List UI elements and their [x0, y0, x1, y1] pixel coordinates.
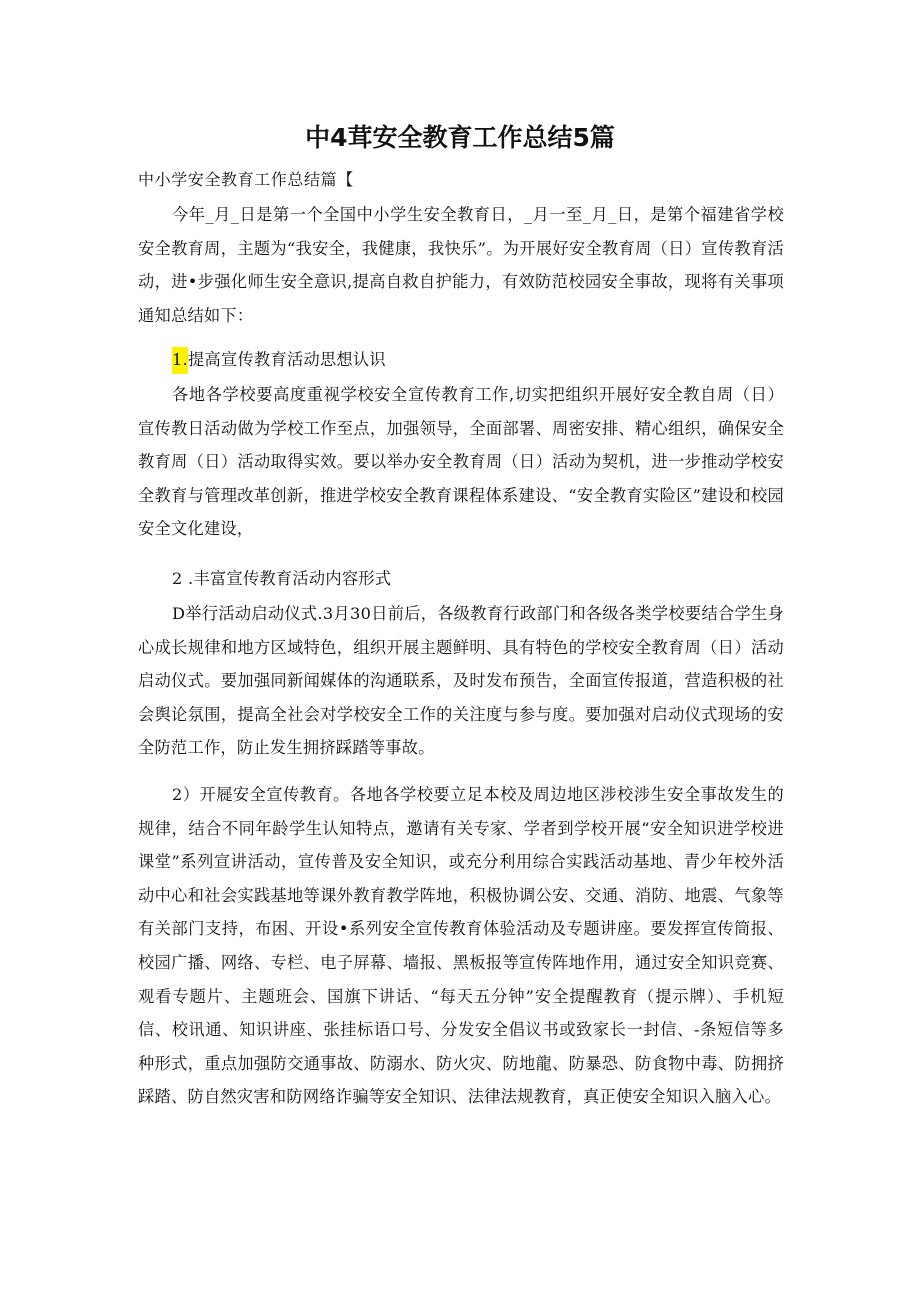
highlighted-number: 1. — [172, 347, 188, 374]
section-heading-1 — [172, 346, 386, 370]
paragraph-section-1: 各地各学校要高度重视学校安全宣传教育工作,切实把组织开展好安全教自周（日）宣传教日活动做为学校工作至点，加强领导，全面部署、周密安排、精心组织，确保安全教育周（日）活动取得实效。要以举办安全教育周（日）活动为契机，进一步推动学校安全教育与管理改革创新，推进学校安全教育课程体系建设、“安全教育实险区”建设和校园安全文化建设， — [138, 385, 784, 539]
paragraph-intro: 今年_月_日是第一个全国中小学生安全教育日，_月一至_月_日，是第个福建省学校安全教育周，主题为“我安全，我健康，我快乐”。为开展好安全教育周（日）宣传教育活动，进•步强化师生安全意识,提高自救自护能力，有效防范校园安全事故，现将有关事项通知总结如下： — [138, 205, 784, 325]
document-subtitle: 中小学安全教育工作总结篇【 — [138, 170, 354, 189]
section-heading-1-text: 提高宣传教育活动思想认识 — [188, 350, 386, 369]
document-title: 中4茸安全教育工作总结5篇 — [305, 123, 615, 152]
paragraph-safety-education: 2）开屣安全宣传教育。各地各学校要立足本校及周边地区涉校涉生安全事故发生的规律，结合不同年龄学生认知特点，邀请有关专家、学者到学校开展“安全知识进学校进课堂”系列宣讲活动，宣传普及安全知识，或充分利用综合实践活动基地、青少年校外活动中心和社会实践基地等课外教育教学阵地，积极协调公安、交通、消防、地震、气象等有关部门支持，布困、开设•系列安全宣传教育体验活动及专题讲座。要发挥宣传筒报、校园广播、网络、专栏、电子屏幕、墙报、黑板报等宣传阵地作用，通过安全知识竞赛、观看专题片、主题班会、国旗下讲话、“每天五分钟”安全提醒教育（提示牌）、手机短信、校讯通、知识讲座、张挂标语口号、分发安全倡议书或致家长一封信、-条短信等多种形式，重点加强防交通事故、防溺水、防火灾、防地龍、防暴恐、防食物中毒、防拥挤踩踏、防自然灾害和防网络诈骗等安全知识、法律法规教育，真正使安全知识入脑入心。 — [138, 785, 784, 1107]
section-heading-2: 2 .丰富宣传教育活动内容形式 — [172, 569, 392, 588]
paragraph-launch-ceremony: D举行活动启动仪式.3月30日前后，各级教育行政部门和各级各类学校要结合学生身心成长规律和地方区域特色，组织开展主题鲜明、具有特色的学校安全教育周（日）活动启动仪式。要加强同新闻媒体的沟通联系，及时发布预告，全面宣传报道，营造积极的社会舆论氛围，提高全社会对学校安全工作的关注度与参与度。要加强对启动仪式现场的安全防范工作，防止发生拥挤踩踏等事故。 — [138, 604, 784, 758]
